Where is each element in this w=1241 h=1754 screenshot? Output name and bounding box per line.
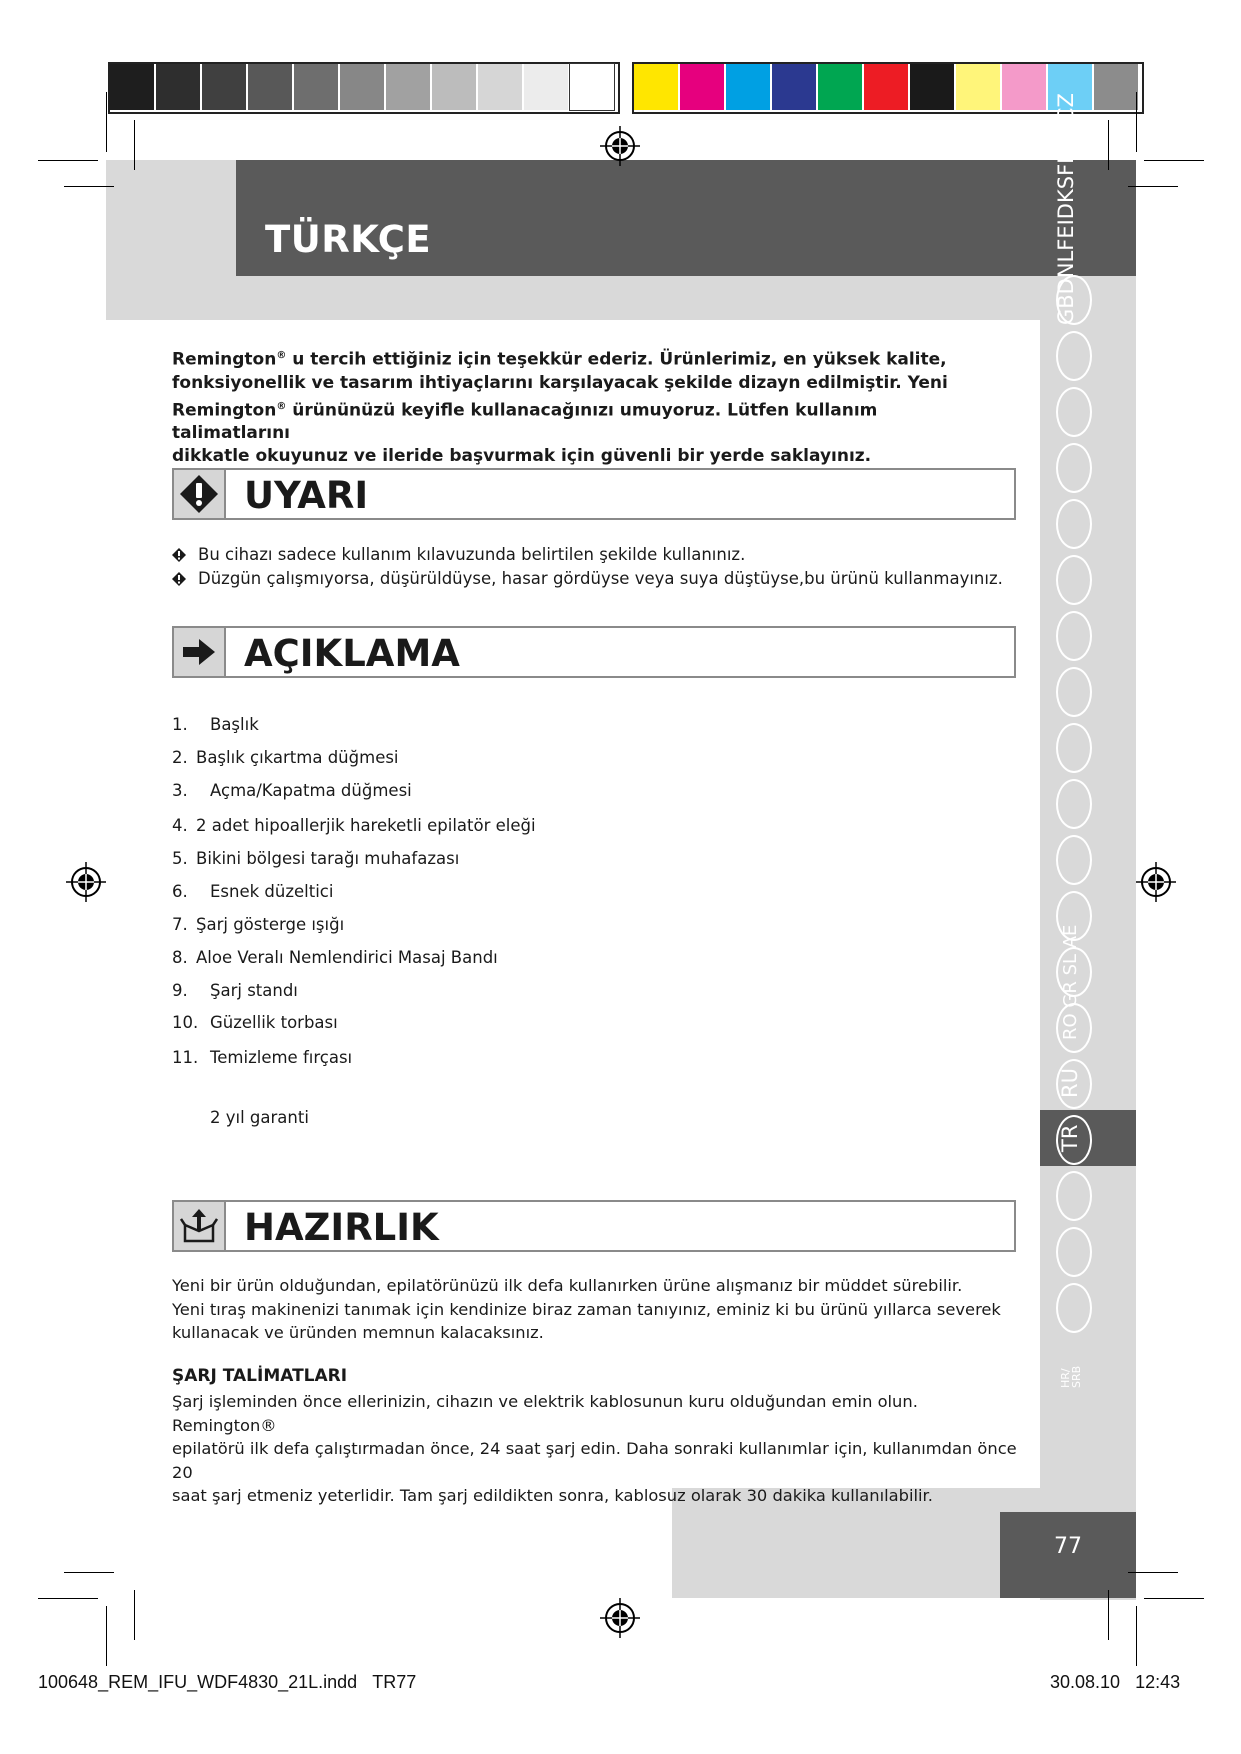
side-tab-oval xyxy=(1056,499,1092,549)
color-swatch xyxy=(864,64,908,110)
intro-line-4: dikkatle okuyunuz ve ileride başvurmak için güvenli bir yerde saklayınız. xyxy=(172,446,872,467)
list-item-label: Başlık xyxy=(210,715,259,734)
crop-mark xyxy=(1144,160,1204,161)
arrow-right-icon xyxy=(174,628,226,676)
side-tab-label-HR-SRB: HR/ SRB xyxy=(1059,1365,1083,1388)
slug-file-info xyxy=(38,1672,416,1693)
crop-mark xyxy=(64,1572,114,1573)
crop-mark xyxy=(1136,92,1137,152)
registration-target-icon xyxy=(66,862,106,902)
color-swatch xyxy=(726,64,770,110)
slug-page-code: TR77 xyxy=(372,1672,417,1692)
preparation-section-header xyxy=(172,1200,1016,1252)
crop-mark xyxy=(1108,120,1109,170)
slug-timestamp xyxy=(1050,1672,1180,1693)
side-tab-oval xyxy=(1056,667,1092,717)
preparation-paragraph xyxy=(172,1274,1022,1345)
warning-diamond-icon xyxy=(174,470,226,518)
warning-bullet-icon xyxy=(172,572,186,586)
unbox-icon xyxy=(174,1202,226,1250)
side-tab-label-RU: RU xyxy=(1058,1068,1082,1098)
registration-target-icon xyxy=(600,1598,640,1638)
warning-item-text: Bu cihazı sadece kullanım kılavuzunda belirtilen şekilde kullanınız. xyxy=(198,545,746,564)
charging-line: epilatörü ilk defa çalıştırmadan önce, 24 saat şarj edin. Daha sonraki kullanımlar için, kullanımdan önce 20 xyxy=(172,1439,1017,1482)
side-tab-top-label: GBDNLFEIDKSFNSKCZ xyxy=(1054,93,1078,325)
side-tab-oval xyxy=(1056,723,1092,773)
charging-line: saat şarj etmeniz yeterlidir. Tam şarj edildikten sonra, kablosuz olarak 30 dakika kullanılabilir. xyxy=(172,1486,933,1505)
registered-mark: ® xyxy=(276,400,287,412)
side-tab-label-TR: TR xyxy=(1058,1124,1082,1152)
crop-mark xyxy=(64,186,114,187)
preparation-line: Yeni bir ürün olduğundan, epilatörünüzü ilk defa kullanırken ürüne alışmanız bir müddet sürebilir. xyxy=(172,1276,963,1295)
preparation-line: kullanacak ve üründen memnun kalacaksınız. xyxy=(172,1323,544,1342)
gray-swatch xyxy=(478,64,522,110)
intro-line-2: fonksiyonellik ve tasarım ihtiyaçlarını karşılayacak şekilde dizayn edilmiştir. Yeni xyxy=(172,372,948,393)
warning-bullet-icon xyxy=(172,548,186,562)
charging-line: Şarj işleminden önce ellerinizin, cihazın ve elektrik kablosunun kuru olduğundan emin olun. Remington® xyxy=(172,1392,918,1435)
color-swatch xyxy=(910,64,954,110)
crop-mark xyxy=(1136,1606,1137,1666)
gray-swatch xyxy=(156,64,200,110)
gray-swatch xyxy=(524,64,568,110)
side-tab-middle-label: RO GR SL AE xyxy=(1060,924,1081,1040)
list-item-number: 8. xyxy=(172,948,188,967)
crop-mark xyxy=(106,1606,107,1666)
charging-paragraph xyxy=(172,1390,1022,1508)
crop-mark xyxy=(1128,1572,1178,1573)
side-tab-oval xyxy=(1056,387,1092,437)
crop-mark xyxy=(1128,186,1178,187)
side-tab-oval xyxy=(1056,1171,1092,1221)
intro-paragraph xyxy=(172,344,992,468)
list-item-number: 10. xyxy=(172,1013,199,1032)
preparation-line: Yeni tıraş makinenizi tanımak için kendinize biraz zaman tanıyınız, eminiz ki bu ürünü yıllarca severek xyxy=(172,1299,1001,1319)
list-item-label: Aloe Veralı Nemlendirici Masaj Bandı xyxy=(196,948,498,967)
description-section-header xyxy=(172,626,1016,678)
list-item-number: 7. xyxy=(172,915,188,934)
warning-item xyxy=(172,545,745,564)
list-item-label: 2 adet hipoallerjik hareketli epilatör eleği xyxy=(196,816,536,835)
color-swatch xyxy=(680,64,724,110)
brand-name: Remington xyxy=(172,349,277,370)
gray-swatch xyxy=(248,64,292,110)
side-tab-oval xyxy=(1056,555,1092,605)
preparation-title: HAZIRLIK xyxy=(244,1206,439,1249)
crop-mark xyxy=(1144,1598,1204,1599)
list-item-label: Temizleme fırçası xyxy=(210,1048,353,1067)
gray-swatch xyxy=(386,64,430,110)
crop-mark xyxy=(1108,1590,1109,1640)
side-tab-oval xyxy=(1056,779,1092,829)
intro-line-3: ürününüzü keyifle kullanacağınızı umuyoruz. Lütfen kullanım talimatlarını xyxy=(172,400,878,444)
side-tab-oval xyxy=(1056,443,1092,493)
color-swatch xyxy=(634,64,678,110)
list-item-number: 2. xyxy=(172,748,188,767)
slug-date: 30.08.10 xyxy=(1050,1672,1121,1692)
page-number: 77 xyxy=(1000,1512,1136,1598)
list-item-number: 1. xyxy=(172,715,188,734)
crop-mark xyxy=(38,1598,98,1599)
list-item-number: 3. xyxy=(172,781,188,800)
gray-swatch xyxy=(570,64,614,110)
side-tab-oval xyxy=(1056,1283,1092,1333)
color-swatch xyxy=(818,64,862,110)
crop-mark xyxy=(134,120,135,170)
gray-swatch xyxy=(202,64,246,110)
warning-item xyxy=(172,569,1003,588)
color-swatch xyxy=(956,64,1000,110)
list-item-label: Şarj standı xyxy=(210,981,298,1000)
slug-time: 12:43 xyxy=(1135,1672,1181,1692)
list-item-number: 4. xyxy=(172,816,188,835)
gray-swatch xyxy=(432,64,476,110)
list-item-number: 9. xyxy=(172,981,188,1000)
side-tab-oval xyxy=(1056,1227,1092,1277)
warning-item-text: Düzgün çalışmıyorsa, düşürüldüyse, hasar gördüyse veya suya düştüyse,bu ürünü kullanmayınız. xyxy=(198,569,1003,588)
list-item-label: Başlık çıkartma düğmesi xyxy=(196,748,399,767)
side-tab-oval xyxy=(1056,835,1092,885)
list-item-label: Bikini bölgesi tarağı muhafazası xyxy=(196,849,460,868)
warning-title: UYARI xyxy=(244,474,369,517)
right-gray-column xyxy=(1040,160,1136,1600)
side-tab-oval xyxy=(1056,611,1092,661)
registered-mark: ® xyxy=(276,350,287,361)
color-swatch xyxy=(1002,64,1046,110)
gray-swatch xyxy=(294,64,338,110)
list-item-number: 11. xyxy=(172,1048,199,1067)
intro-line-1: u tercih ettiğiniz için teşekkür ederiz. Ürünlerimiz, en yüksek kalite, xyxy=(292,349,947,370)
color-swatch xyxy=(1094,64,1138,110)
warranty-text: 2 yıl garanti xyxy=(210,1108,309,1127)
page-title: TÜRKÇE xyxy=(265,218,432,261)
gray-swatch xyxy=(110,64,154,110)
gray-swatch xyxy=(340,64,384,110)
description-title: AÇIKLAMA xyxy=(244,632,460,675)
crop-mark xyxy=(106,92,107,152)
list-item-label: Açma/Kapatma düğmesi xyxy=(210,781,412,800)
side-tab-oval xyxy=(1056,331,1092,381)
registration-target-icon xyxy=(600,126,640,166)
crop-mark xyxy=(38,160,98,161)
list-item-number: 5. xyxy=(172,849,188,868)
list-item-number: 6. xyxy=(172,882,188,901)
list-item-label: Şarj gösterge ışığı xyxy=(196,915,345,934)
registration-target-icon xyxy=(1136,862,1176,902)
crop-mark xyxy=(134,1590,135,1640)
charging-heading: ŞARJ TALİMATLARI xyxy=(172,1366,348,1386)
list-item-label: Güzellik torbası xyxy=(210,1013,338,1032)
warning-section-header xyxy=(172,468,1016,520)
list-item-label: Esnek düzeltici xyxy=(210,882,334,901)
color-swatch xyxy=(772,64,816,110)
brand-name: Remington xyxy=(172,400,277,421)
slug-file-name: 100648_REM_IFU_WDF4830_21L.indd xyxy=(38,1672,358,1692)
